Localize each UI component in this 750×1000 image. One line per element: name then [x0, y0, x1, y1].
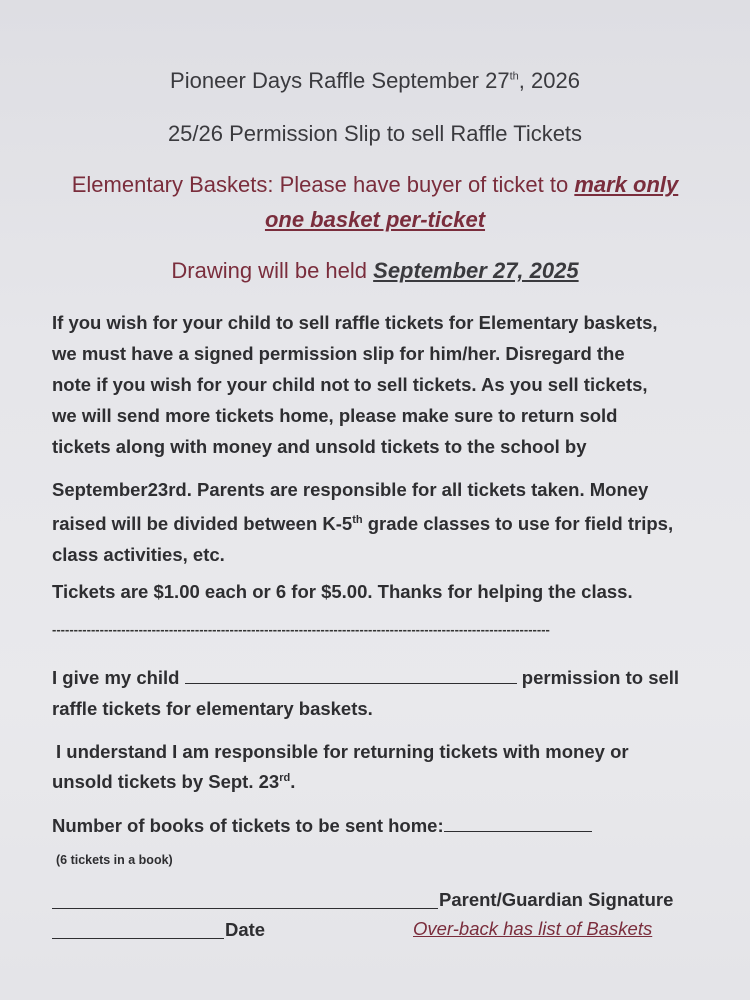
books-label: Number of books of tickets to be sent home:	[52, 815, 444, 836]
paragraph-line: tickets along with money and unsold tickets to the school by	[52, 436, 587, 457]
books-note: (6 tickets in a book)	[56, 853, 173, 867]
paragraph-text: grade classes to use for field trips,	[362, 513, 674, 535]
signature-blank[interactable]	[52, 892, 438, 909]
page-subtitle: 25/26 Permission Slip to sell Raffle Tickets	[167, 121, 583, 146]
understand-text: .	[290, 771, 296, 792]
paragraph-line: we must have a signed permission slip for him/her. Disregard the	[52, 343, 625, 364]
basket-instruction	[0, 172, 750, 198]
price-line: Tickets are $1.00 each or 6 for $5.00. Thanks for helping the class.	[52, 581, 633, 602]
paragraph-line: class activities, etc.	[52, 544, 225, 566]
instruction-text: Elementary Baskets: Please have buyer of ticket to	[71, 172, 575, 197]
instruction-emphasis-2: one basket per-ticket	[264, 207, 486, 232]
responsibility-paragraph	[52, 474, 722, 570]
signature-label: Parent/Guardian Signature	[439, 889, 674, 910]
page-title	[0, 68, 750, 94]
title-year: , 2026	[518, 68, 580, 93]
date-blank[interactable]	[52, 922, 224, 939]
cut-line: -------------------------------------------------------------------------------------------------------------------	[52, 622, 550, 637]
drawing-text: Drawing will be held	[171, 258, 374, 283]
paragraph-line: note if you wish for your child not to sell tickets. As you sell tickets,	[52, 374, 648, 395]
date-label: Date	[225, 919, 266, 940]
understand-line: I understand I am responsible for returning tickets with money or	[56, 741, 629, 762]
drawing-date: September 27, 2025	[373, 258, 579, 283]
paragraph-text: raised will be divided between K-5	[52, 513, 353, 535]
child-name-blank[interactable]	[185, 667, 517, 684]
child-permission-line	[52, 667, 679, 689]
overback-note: Over-back has list of Baskets	[413, 918, 653, 939]
instructions-paragraph	[52, 307, 722, 462]
drawing-notice	[0, 258, 750, 284]
paragraph-line	[52, 505, 722, 539]
instruction-emphasis: mark only	[574, 172, 679, 197]
title-text: Pioneer Days Raffle September 27	[170, 68, 510, 93]
superscript: rd	[279, 771, 291, 784]
paragraph-line: we will send more tickets home, please make sure to return sold	[52, 405, 618, 426]
child-suffix-label: permission to sell	[521, 667, 680, 688]
paragraph-line: September23rd. Parents are responsible for all tickets taken. Money	[52, 479, 649, 500]
child-permission-line2: raffle tickets for elementary baskets.	[52, 698, 373, 719]
understand-text: unsold tickets by Sept. 23	[52, 771, 280, 792]
paragraph-line: If you wish for your child to sell raffle tickets for Elementary baskets,	[52, 312, 658, 333]
superscript: th	[352, 514, 363, 526]
books-count-blank[interactable]	[444, 815, 592, 832]
understand-line2	[52, 771, 295, 793]
child-prefix-label: I give my child	[52, 667, 180, 688]
basket-instruction-line2	[0, 207, 750, 233]
title-superscript: th	[509, 70, 519, 83]
books-line	[52, 815, 592, 837]
